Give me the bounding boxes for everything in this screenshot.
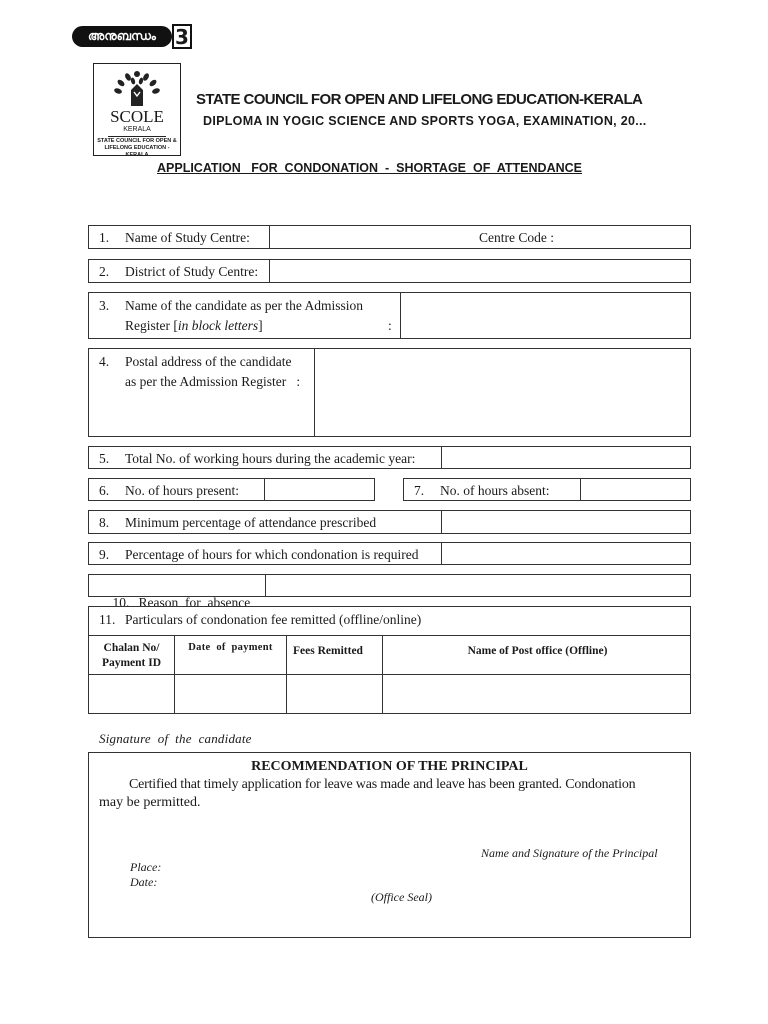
- label-study-centre: Name of Study Centre:: [125, 230, 250, 245]
- org-name: STATE COUNCIL FOR OPEN AND LIFELONG EDUCATION-KERALA: [196, 91, 643, 108]
- row-number: 5.: [99, 451, 110, 466]
- row-number: 8.: [99, 515, 110, 530]
- fee-header-fees: Fees Remitted: [293, 645, 363, 657]
- label-hours-absent: No. of hours absent:: [440, 483, 550, 498]
- row-number: 4.: [99, 354, 110, 369]
- label-fee-particulars: Particulars of condonation fee remitted (offline/online): [125, 612, 422, 627]
- block-letters-note: in block letters: [177, 318, 259, 333]
- row-district: [88, 259, 691, 283]
- date-label: Date:: [130, 875, 158, 889]
- principal-signature-label: Name and Signature of the Principal: [481, 846, 658, 860]
- place-label: Place:: [130, 860, 162, 874]
- logo-caption-1: STATE COUNCIL FOR OPEN &: [97, 138, 177, 144]
- fee-header-chalan: Chalan No/ Payment ID: [101, 642, 162, 669]
- candidate-signature-label: Signature of the candidate: [99, 731, 252, 746]
- label-working-hours: Total No. of working hours during the academic year:: [125, 451, 416, 466]
- fee-header-post-office: Name of Post office (Offline): [467, 645, 608, 657]
- label-candidate-name: Name of the candidate as per the Admission: [125, 298, 364, 313]
- annexure-number: 3: [172, 24, 192, 49]
- office-seal-label: (Office Seal): [371, 890, 432, 904]
- row-number: 3.: [99, 298, 110, 313]
- recommendation-title: RECOMMENDATION OF THE PRINCIPAL: [251, 759, 528, 774]
- row-number: 7.: [414, 483, 425, 498]
- label-postal-address: Postal address of the candidate: [125, 354, 292, 369]
- row-number: 10.: [112, 595, 130, 610]
- row-hours-absent: [403, 478, 691, 501]
- logo-sub: KERALA: [123, 126, 151, 133]
- annexure-badge: [72, 24, 192, 49]
- recommendation-text-2: may be permitted.: [99, 795, 201, 810]
- row-candidate-name: 3. Name of the candidate as per the Admission Register [in block letters] :: [88, 292, 691, 339]
- exam-name: DIPLOMA IN YOGIC SCIENCE AND SPORTS YOGA, EXAMINATION, 20...: [203, 114, 647, 128]
- recommendation-text-1: Certified that timely application for leave was made and leave has been granted. Condonation: [129, 777, 636, 792]
- annexure-label: അനുബന്ധം: [72, 26, 172, 47]
- row-number: 9.: [99, 547, 110, 562]
- row-number: 1.: [99, 230, 110, 245]
- label-condonation-percentage: Percentage of hours for which condonation is required: [125, 547, 419, 562]
- row-study-centre: [88, 225, 691, 249]
- label-minimum-attendance: Minimum percentage of attendance prescribed: [125, 515, 377, 530]
- row-working-hours: [88, 446, 691, 469]
- fee-header-date: Date of payment: [188, 642, 273, 653]
- row-number: 2.: [99, 264, 110, 279]
- logo-divider: [108, 136, 166, 137]
- label-centre-code: Centre Code :: [479, 230, 554, 245]
- label-district: District of Study Centre:: [125, 264, 259, 279]
- form-title: APPLICATION FOR CONDONATION - SHORTAGE OF ATTENDANCE: [157, 161, 582, 175]
- row-minimum-attendance: [88, 510, 691, 534]
- row-number: 11.: [99, 612, 116, 627]
- row-hours-present: [88, 478, 375, 501]
- logo-caption-2: LIFELONG EDUCATION - KERALA: [104, 145, 170, 158]
- row-number: 6.: [99, 483, 110, 498]
- logo-name: SCOLE: [110, 107, 164, 126]
- row-fee-particulars: [88, 606, 691, 714]
- row-postal-address: 4. Postal address of the candidate as per the Admission Register :: [88, 348, 691, 437]
- label-reason-absence: Reason for absence: [138, 595, 251, 610]
- row-condonation-percentage: [88, 542, 691, 565]
- scole-logo: [93, 63, 181, 156]
- label-hours-present: No. of hours present:: [125, 483, 239, 498]
- principal-recommendation: [88, 752, 691, 938]
- row-reason-absence: [88, 574, 691, 610]
